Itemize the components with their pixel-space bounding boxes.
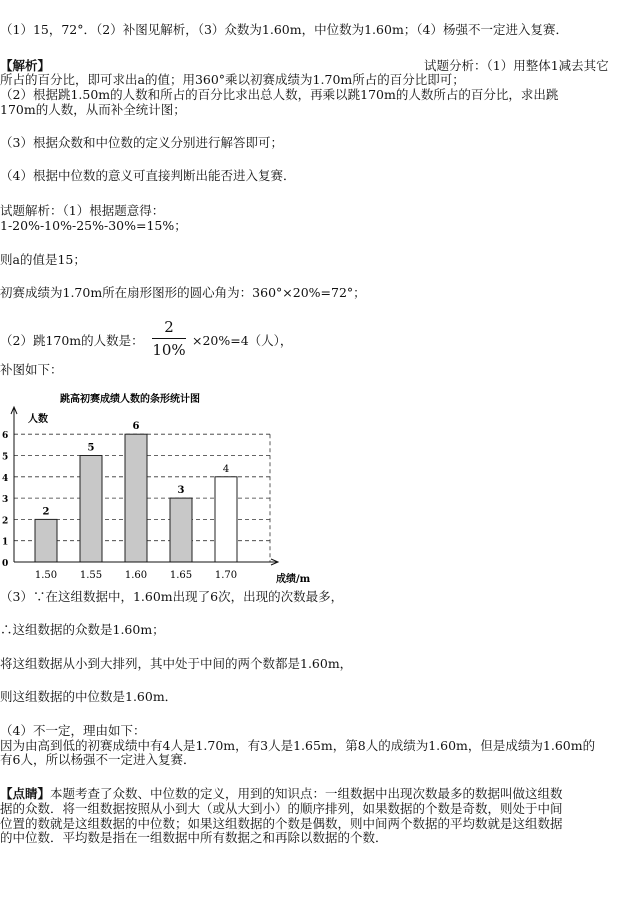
y-tick-label: 4 (2, 473, 9, 484)
solution-part2-prefix: （2）跳170m的人数是： (0, 333, 144, 348)
bar (125, 434, 147, 562)
chart-ylabel: 人数 (28, 414, 48, 425)
solution-p4-2: 因为由高到低的初赛成绩中有4人是1.70m，有3人是1.65m，第8人的成绩为1.60m，但是成绩为1.60m的 (0, 738, 596, 753)
analysis-p2-line1: （2）根据跳1.50m的人数和所占的百分比求出总人数，再乘以跳170m的人数所占的百分比，求出跳 (0, 87, 559, 102)
analysis-p3: （3）根据众数和中位数的定义分别进行解答即可； (0, 135, 283, 150)
data-label: 5 (87, 442, 95, 454)
y-tick-label: 3 (2, 495, 9, 506)
comment-l4: 的中位数．平均数是指在一组数据中所有数据之和再除以数据的个数． (0, 830, 388, 845)
x-tick-label: 1.65 (169, 570, 193, 581)
analysis-tag (424, 58, 609, 73)
fraction-bar (152, 338, 186, 339)
analysis-p2-line2: 170m的人数，从而补全统计图； (0, 102, 186, 117)
solution-a-value: 则a的值是15； (0, 252, 86, 267)
bar (170, 498, 192, 562)
chart-title: 跳高初赛成绩人数的条形统计图 (60, 394, 200, 405)
comment-heading: 【点睛】 (0, 786, 51, 801)
answer-line: （1）15，72°．（2）补图见解析，（3）众数为1.60m，中位数为1.60m；（4）杨强不一定进入复赛． (0, 22, 568, 37)
x-tick-label: 1.55 (79, 570, 103, 581)
solution-p3-1: （3）∵在这组数据中，1.60m出现了6次，出现的次数最多， (0, 589, 344, 604)
y-tick-label: 5 (2, 452, 9, 463)
solution-p3-4: 则这组数据的中位数是1.60m． (0, 689, 178, 704)
fraction (152, 318, 186, 359)
y-tick-label: 2 (2, 516, 9, 527)
y-tick-label: 6 (2, 431, 9, 442)
y-tick-label: 0 (2, 559, 9, 569)
bar (35, 519, 57, 562)
solution-intro: 试题解析：（1）根据题意得： (0, 203, 165, 218)
x-tick-label: 1.70 (214, 570, 238, 581)
solution-p3-3: 将这组数据从小到大排列，其中处于中间的两个数都是1.60m， (0, 656, 353, 671)
analysis-tag-text: 试题分析： (424, 58, 487, 73)
bar-chart (0, 390, 330, 590)
bar (215, 477, 237, 562)
solution-fill-note: 补图如下： (0, 362, 63, 377)
comment-l2: 据的众数．将一组数据按照从小到大（或从大到小）的顺序排列，如果数据的个数是奇数，则处于中间 (0, 801, 563, 816)
solution-p4-3: 有6人，所以杨强不一定进入复赛． (0, 752, 196, 767)
comment-l3: 位置的数就是这组数据的中位数；如果这组数据的个数是偶数，则中间两个数据的平均数就是这组数据 (0, 816, 563, 831)
fraction-numerator: 2 (164, 318, 174, 336)
data-label: 4 (222, 463, 230, 475)
y-tick-label: 1 (2, 537, 9, 548)
solution-part2-suffix: ×20%=4（人）， (192, 333, 293, 348)
solution-p3-2: ∴这组数据的众数是1.60m； (0, 622, 165, 637)
comment-line1 (0, 786, 563, 801)
solution-angle: 初赛成绩为1.70m所在扇形图形的圆心角为：360°×20%=72°； (0, 285, 366, 300)
fraction-denominator: 10% (152, 341, 186, 359)
data-label: 2 (42, 506, 50, 518)
chart-x-tick-labels (35, 570, 237, 581)
chart-y-tick-labels (2, 431, 8, 569)
analysis-p4: （4）根据中位数的意义可直接判断出能否进入复赛． (0, 168, 296, 183)
bar (80, 456, 102, 563)
solution-p4-1: （4）不一定，理由如下： (0, 723, 146, 738)
analysis-p1-line2: 所占的百分比，即可求出a的值；用360°乘以初赛成绩为1.70m所占的百分比即可； (0, 72, 465, 87)
data-label: 3 (177, 485, 185, 497)
x-tick-label: 1.60 (124, 570, 148, 581)
analysis-heading: 【解析】 (0, 58, 51, 73)
analysis-p1-tail: （1）用整体1减去其它 (486, 58, 609, 73)
comment-l1: 本题考查了众数、中位数的定义，用到的知识点：一组数据中出现次数最多的数据叫做这组数 (50, 786, 563, 801)
data-label: 6 (132, 421, 140, 433)
x-tick-label: 1.50 (34, 570, 58, 581)
chart-xlabel: 成绩/m (276, 574, 311, 585)
solution-calc1: 1-20%-10%-25%-30%=15%； (0, 218, 187, 233)
